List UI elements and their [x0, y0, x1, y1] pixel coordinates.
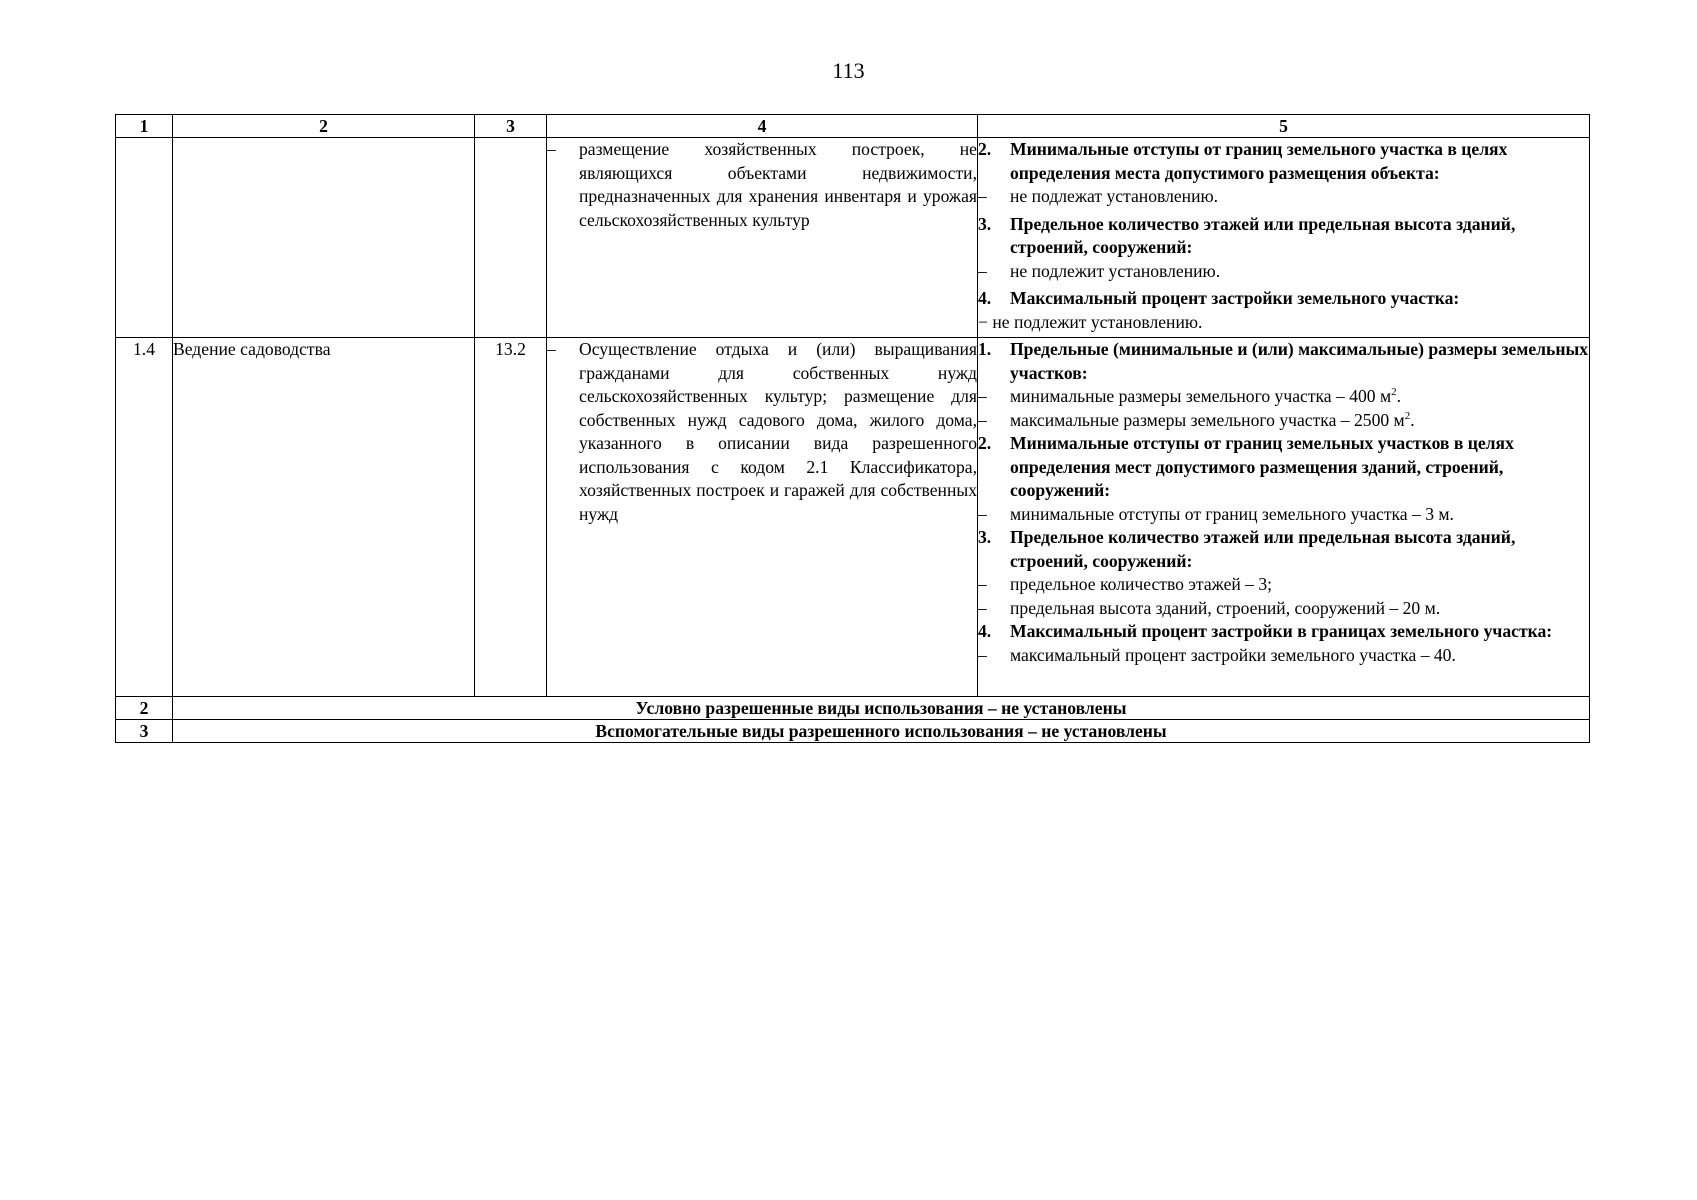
- heading-number: 1.: [978, 339, 992, 359]
- header-col-4: 4: [547, 115, 978, 138]
- list-item: [978, 573, 1589, 597]
- param-value: максимальный процент застройки земельного участка – 40.: [1010, 644, 1456, 665]
- use-name: Ведение садоводства: [173, 338, 475, 697]
- dash-marker: –: [978, 409, 987, 430]
- param-heading: [978, 213, 1589, 260]
- list-item: [547, 338, 977, 526]
- list-item: [547, 138, 977, 232]
- heading-text: Предельное количество этажей или предельная высота зданий, строений, сооружений:: [1010, 527, 1516, 571]
- param-heading: [978, 338, 1589, 385]
- heading-number: 3.: [978, 527, 992, 547]
- param-value: − не подлежит установлению.: [978, 311, 1203, 332]
- list-item: [978, 597, 1589, 621]
- heading-text: Минимальные отступы от границ земельного участка в целях определения места допустимого размещения объекта:: [1010, 139, 1508, 183]
- zoning-table: [115, 114, 1590, 743]
- dash-marker: –: [547, 339, 556, 359]
- param-value: предельная высота зданий, строений, сооружений – 20 м.: [1010, 597, 1441, 618]
- cell-col1: [116, 138, 173, 338]
- cell-col5: [978, 138, 1590, 338]
- table-row-continuation: [116, 138, 1590, 338]
- header-col-2: 2: [173, 115, 475, 138]
- dash-marker: –: [547, 139, 556, 159]
- param-heading: [978, 620, 1589, 644]
- dash-marker: –: [978, 386, 987, 406]
- list-item: [978, 260, 1589, 284]
- heading-number: 4.: [978, 621, 992, 641]
- row-number: 1.4: [116, 338, 173, 697]
- heading-text: Максимальный процент застройки земельного участка:: [1010, 288, 1460, 308]
- heading-text: Предельное количество этажей или предельная высота зданий, строений, сооружений:: [1010, 213, 1516, 257]
- param-heading: [978, 432, 1589, 503]
- list-item: [978, 385, 1589, 409]
- section-title: Условно разрешенные виды использования – не установлены: [173, 697, 1590, 720]
- dash-marker: –: [978, 260, 987, 281]
- list-item: [978, 503, 1589, 527]
- cell-col4: [547, 338, 978, 697]
- heading-number: 3.: [978, 213, 992, 234]
- header-col-3: 3: [475, 115, 547, 138]
- heading-number: 2.: [978, 139, 992, 159]
- list-item: [978, 644, 1589, 668]
- section-number: 2: [116, 697, 173, 720]
- section-title: Вспомогательные виды разрешенного использования – не установлены: [173, 720, 1590, 743]
- heading-text: Предельные (минимальные и (или) максимальные) размеры земельных участков:: [1010, 339, 1588, 383]
- page-number: 113: [832, 58, 865, 83]
- param-heading: [978, 287, 1589, 311]
- dash-marker: –: [978, 644, 987, 665]
- table-header-row: [116, 115, 1590, 138]
- cell-col2: [173, 138, 475, 338]
- dash-marker: –: [978, 503, 987, 524]
- table-row-section-3: [116, 720, 1590, 743]
- cell-col4: [547, 138, 978, 338]
- cell-col3: [475, 138, 547, 338]
- table-row-1-4: [116, 338, 1590, 697]
- param-heading: [978, 526, 1589, 573]
- table-row-section-2: [116, 697, 1590, 720]
- param-value: не подлежит установлению.: [1010, 260, 1221, 281]
- dash-marker: –: [978, 574, 987, 594]
- use-code: 13.2: [475, 338, 547, 697]
- list-item: [978, 409, 1589, 433]
- dash-marker: –: [978, 186, 987, 206]
- cell-col5: [978, 338, 1590, 697]
- param-value: минимальные размеры земельного участка – 400 $м^2$.: [1010, 386, 1402, 406]
- param-value: минимальные отступы от границ земельного участка – 3 м.: [1010, 503, 1454, 524]
- heading-text: Максимальный процент застройки в границах земельного участка:: [1010, 621, 1553, 641]
- list-item: [978, 185, 1589, 209]
- permitted-use-text: размещение хозяйственных построек, не являющихся объектами недвижимости, предназначенных для хранения инвентаря и урожая сельскохозяйственных культур: [579, 139, 977, 230]
- section-number: 3: [116, 720, 173, 743]
- param-value: максимальные размеры земельного участка – 2500 $м^2$.: [1010, 409, 1415, 430]
- param-value: предельное количество этажей – 3;: [1010, 574, 1273, 594]
- heading-number: 4.: [978, 288, 992, 308]
- param-value: не подлежат установлению.: [1010, 186, 1219, 206]
- param-heading: [978, 138, 1589, 185]
- dash-marker: –: [978, 597, 987, 618]
- permitted-use-text: Осуществление отдыха и (или) выращивания гражданами для собственных нужд сельскохозяйственных культур; размещение для собственных нужд садового дома, жилого дома, указанного в описании вида разрешенного использования с кодом 2.1 Классификатора, хозяйственных построек и гаражей для собственных нужд: [579, 339, 977, 524]
- header-col-5: 5: [978, 115, 1590, 138]
- heading-number: 2.: [978, 433, 992, 453]
- heading-text: Минимальные отступы от границ земельных участков в целях определения мест допустимого размещения зданий, строений, сооружений:: [1010, 433, 1514, 500]
- header-col-1: 1: [116, 115, 173, 138]
